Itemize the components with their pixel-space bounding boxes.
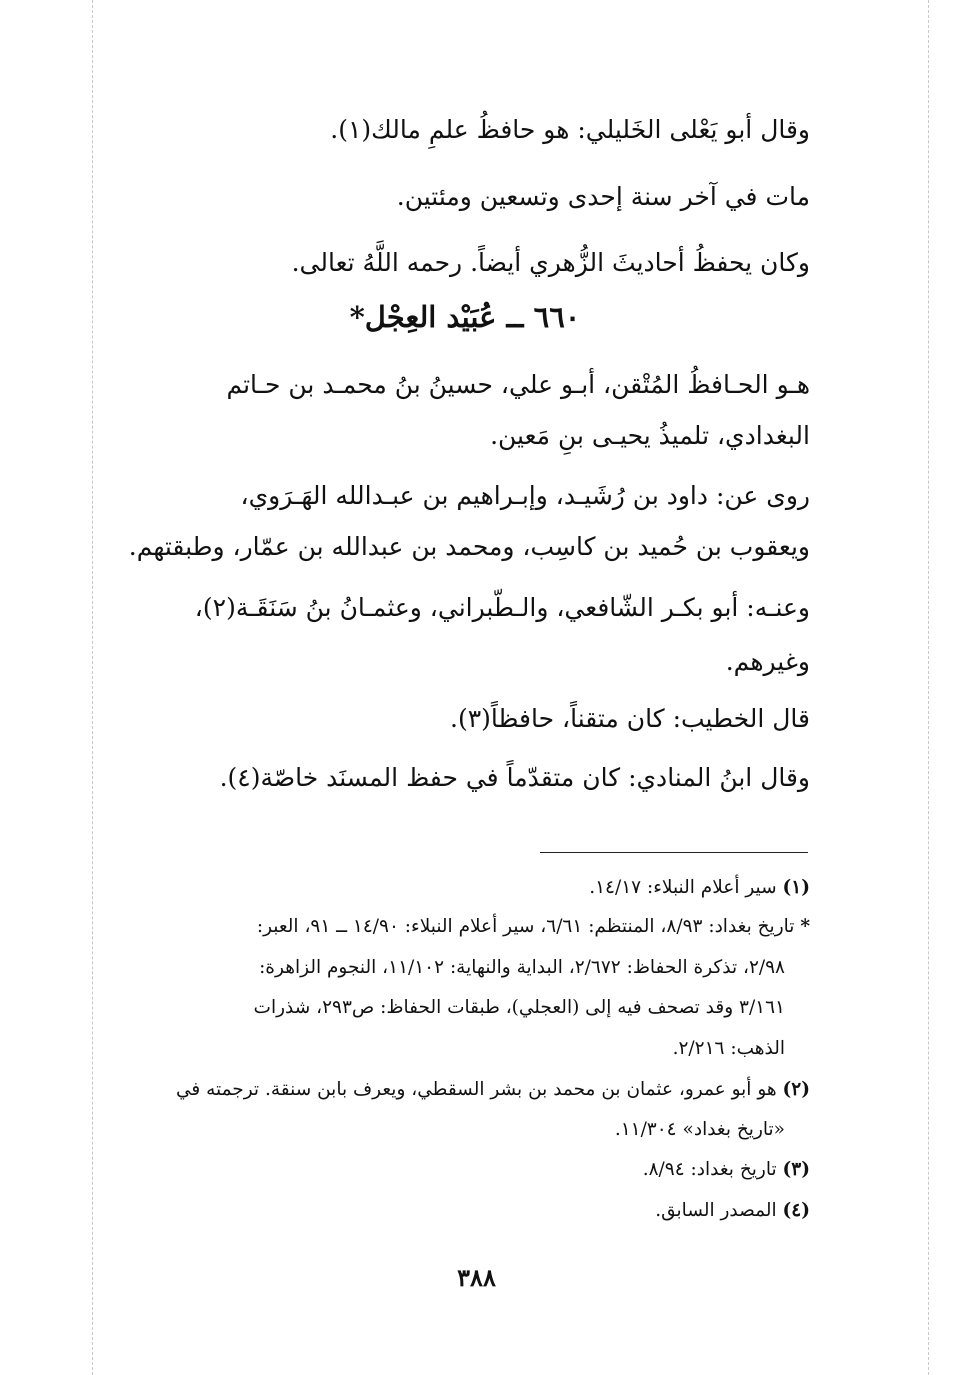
bio-line-1: هـو الحـافظُ المُتْقن، أبـو علي، حسينُ بنُ محمـد بن حـاتم [226, 370, 810, 399]
scan-margin-right [928, 0, 929, 1375]
footnote-star-line-1 [120, 912, 810, 942]
footnote-number: (١) [782, 877, 810, 898]
narrated-from-line-1: روى عن: داود بن رُشَيـد، وإبـراهيم بن عبـدالله الهَـرَوي، [240, 481, 810, 510]
footnote-text: تاريخ بغداد: ٨/٩٣، المنتظم: ٦/٦١، سير أعلام النبلاء: ١٤/٩٠ ــ ٩١، العبر: [256, 916, 795, 937]
footnote-number: (٣) [782, 1159, 810, 1180]
footnote-2-line-1 [120, 1075, 810, 1105]
footnote-1 [120, 873, 810, 903]
entry-title: ٦٦٠ ــ عُبَيْد العِجْل* [349, 300, 581, 334]
students-line-2: وغيرهم. [725, 647, 810, 676]
students-line-1: وعنـه: أبو بكـر الشّافعي، والـطّبراني، وعثمـانُ بنُ سَنَقَـة(٢)، [194, 593, 810, 622]
footnote-text: المصدر السابق. [655, 1200, 777, 1221]
paragraph-text: مات في آخر سنة إحدى وتسعين ومئتين. [396, 182, 810, 211]
paragraph-text: وقال أبو يَعْلى الخَليلي: هو حافظُ علمِ مالك(١). [330, 115, 810, 144]
bio-line-2: البغدادي، تلميذُ يحيـى بنِ مَعين. [490, 421, 810, 450]
paragraph-zuhri [120, 245, 810, 281]
footnote-4 [120, 1196, 810, 1226]
footnote-text: هو أبو عمرو، عثمان بن محمد بن بشر السقطي، ويعرف بابن سنقة. ترجمته في [175, 1079, 777, 1100]
khatib-quote: قال الخطيب: كان متقناً، حافظاً(٣). [450, 704, 810, 733]
footnote-star-marker: * [800, 916, 810, 937]
footnote-star-line-4: الذهب: ٢/٢١٦. [672, 1038, 785, 1059]
page-number: ٣٨٨ [457, 1263, 496, 1292]
narrated-from-line-2: ويعقوب بن حُميد بن كاسِب، ومحمد بن عبدالله بن عمّار، وطبقتهم. [128, 532, 810, 561]
paragraph-death [120, 179, 810, 215]
paragraph-text: وكان يحفظُ أحاديثَ الزُّهري أيضاً. رحمه اللَّهُ تعالى. [291, 248, 810, 277]
footnote-star-line-3: ٣/١٦١ وقد تصحف فيه إلى (العجلي)، طبقات الحفاظ: ص٢٩٣، شذرات [253, 997, 785, 1018]
footnote-number: (٢) [782, 1079, 810, 1100]
footnote-3 [120, 1155, 810, 1185]
footnote-star-line-2: ٢/٩٨، تذكرة الحفاظ: ٢/٦٧٢، البداية والنهاية: ١١/١٠٢، النجوم الزاهرة: [259, 957, 785, 978]
footnote-2-line-2: «تاريخ بغداد» ١١/٣٠٤. [614, 1119, 785, 1140]
footnote-text: تاريخ بغداد: ٨/٩٤. [642, 1159, 777, 1180]
footnote-number: (٤) [782, 1200, 810, 1221]
ibn-munadi-quote: وقال ابنُ المنادي: كان متقدّماً في حفظ المسنَد خاصّة(٤). [219, 763, 810, 792]
footnote-separator [540, 852, 808, 853]
paragraph-khalili [120, 112, 810, 148]
footnote-text: سير أعلام النبلاء: ١٤/١٧. [589, 877, 777, 898]
scan-margin-left [92, 0, 93, 1375]
